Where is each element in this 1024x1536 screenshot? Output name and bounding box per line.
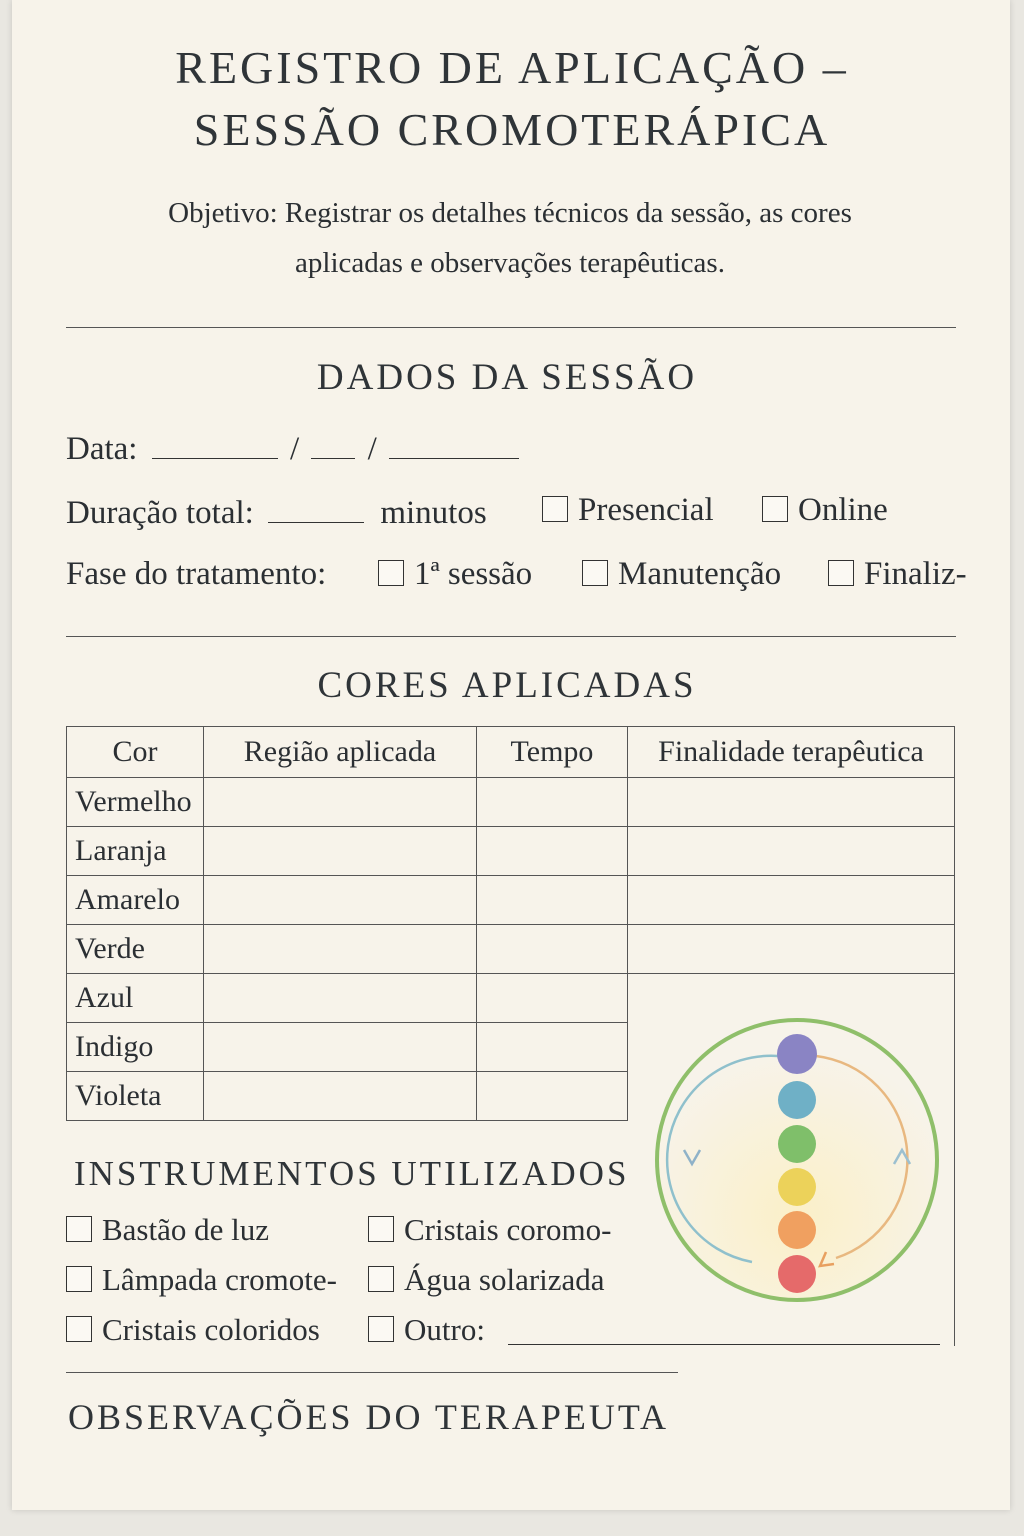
checkbox[interactable] [762, 496, 788, 522]
violet-chakra-icon [777, 1034, 817, 1074]
checkbox[interactable] [828, 560, 854, 586]
objective-line1: Objetivo: Registrar os detalhes técnicos da sessão, as cores [168, 197, 852, 229]
phase-first[interactable] [378, 556, 532, 593]
date-separator: / [367, 431, 377, 467]
mode-presencial-label: Presencial [578, 492, 714, 528]
instrument-label: Cristais coromo- [404, 1212, 612, 1247]
color-name: Laranja [67, 827, 204, 876]
color-name: Violeta [67, 1072, 204, 1121]
duration-row [66, 492, 487, 532]
duration-unit: minutos [380, 495, 487, 531]
table-row [67, 925, 955, 974]
purpose-cell[interactable] [628, 778, 955, 827]
checkbox[interactable] [368, 1266, 394, 1292]
time-cell[interactable] [477, 1072, 628, 1121]
date-month-field[interactable] [311, 428, 355, 459]
checkbox[interactable] [542, 496, 568, 522]
table-row [67, 778, 955, 827]
green-chakra-icon [778, 1125, 816, 1163]
table-border [954, 1120, 955, 1346]
session-heading: DADOS DA SESSÃO [316, 357, 698, 398]
instrument-option[interactable] [368, 1262, 605, 1298]
date-day-field[interactable] [152, 428, 278, 459]
table-row [67, 827, 955, 876]
checkbox[interactable] [582, 560, 608, 586]
mode-online[interactable] [762, 492, 888, 529]
mode-online-label: Online [798, 492, 888, 528]
table-row [67, 876, 955, 925]
red-chakra-icon [778, 1255, 816, 1293]
checkbox[interactable] [378, 560, 404, 586]
date-label: Data: [66, 431, 138, 467]
orange-chakra-icon [778, 1211, 816, 1249]
color-name: Amarelo [67, 876, 204, 925]
instrument-label: Cristais coloridos [102, 1312, 320, 1347]
blue-chakra-icon [778, 1081, 816, 1119]
region-cell[interactable] [204, 974, 477, 1023]
instrument-label: Outro: [404, 1312, 485, 1347]
yellow-chakra-icon [778, 1168, 816, 1206]
checkbox[interactable] [368, 1316, 394, 1342]
time-cell[interactable] [477, 925, 628, 974]
purpose-cell[interactable] [628, 876, 955, 925]
instrument-option[interactable] [66, 1312, 320, 1348]
phase-label: Fase do tratamento: [66, 556, 327, 592]
region-cell[interactable] [204, 827, 477, 876]
region-cell[interactable] [204, 1072, 477, 1121]
mode-presencial[interactable] [542, 492, 714, 529]
region-cell[interactable] [204, 1023, 477, 1072]
checkbox[interactable] [66, 1266, 92, 1292]
instrument-option[interactable] [66, 1212, 269, 1248]
col-header-finalidade: Finalidade terapêutica [628, 727, 955, 778]
instruments-heading: INSTRUMENTOS UTILIZADOS [74, 1154, 630, 1193]
color-name: Azul [67, 974, 204, 1023]
observations-heading: OBSERVAÇÕES DO TERAPEUTA [68, 1397, 669, 1437]
divider [66, 1372, 678, 1373]
chakra-illustration [650, 1012, 944, 1312]
objective-line2: aplicadas e observações terapêuticas. [295, 247, 725, 279]
col-header-cor: Cor [67, 727, 204, 778]
divider [66, 327, 956, 328]
purpose-cell[interactable] [628, 827, 955, 876]
instrument-option[interactable] [368, 1212, 612, 1248]
date-separator: / [289, 431, 300, 467]
time-cell[interactable] [477, 778, 628, 827]
form-title-line2: SESSÃO CROMOTERÁPICA [193, 104, 831, 155]
color-name: Indigo [67, 1023, 204, 1072]
color-name: Verde [67, 925, 204, 974]
checkbox[interactable] [66, 1316, 92, 1342]
phase-final-label: Finaliz- [864, 556, 967, 592]
phase-final[interactable] [828, 556, 967, 593]
region-cell[interactable] [204, 778, 477, 827]
region-cell[interactable] [204, 925, 477, 974]
phase-maintenance-label: Manutenção [618, 556, 782, 592]
instrument-label: Bastão de luz [102, 1212, 270, 1247]
duration-label: Duração total: [66, 495, 254, 531]
duration-field[interactable] [268, 492, 364, 523]
instrument-option-other[interactable] [368, 1312, 485, 1348]
region-cell[interactable] [204, 876, 477, 925]
divider [66, 636, 956, 637]
col-header-regiao: Região aplicada [204, 727, 477, 778]
col-header-tempo: Tempo [477, 727, 628, 778]
date-year-field[interactable] [389, 428, 519, 459]
other-instrument-field[interactable] [508, 1344, 940, 1345]
time-cell[interactable] [477, 876, 628, 925]
phase-first-label: 1ª sessão [414, 556, 533, 592]
phase-maintenance[interactable] [582, 556, 781, 593]
instrument-label: Lâmpada cromote- [102, 1262, 337, 1297]
colors-heading: CORES APLICADAS [317, 665, 697, 706]
color-name: Vermelho [67, 778, 204, 827]
table-header [67, 727, 955, 778]
checkbox[interactable] [66, 1216, 92, 1242]
time-cell[interactable] [477, 974, 628, 1023]
time-cell[interactable] [477, 1023, 628, 1072]
time-cell[interactable] [477, 827, 628, 876]
date-row [66, 428, 519, 468]
checkbox[interactable] [368, 1216, 394, 1242]
form-title-line1: REGISTRO DE APLICAÇÃO – [175, 42, 849, 93]
instrument-label: Água solarizada [404, 1262, 605, 1297]
instrument-option[interactable] [66, 1262, 337, 1298]
purpose-cell[interactable] [628, 925, 955, 974]
